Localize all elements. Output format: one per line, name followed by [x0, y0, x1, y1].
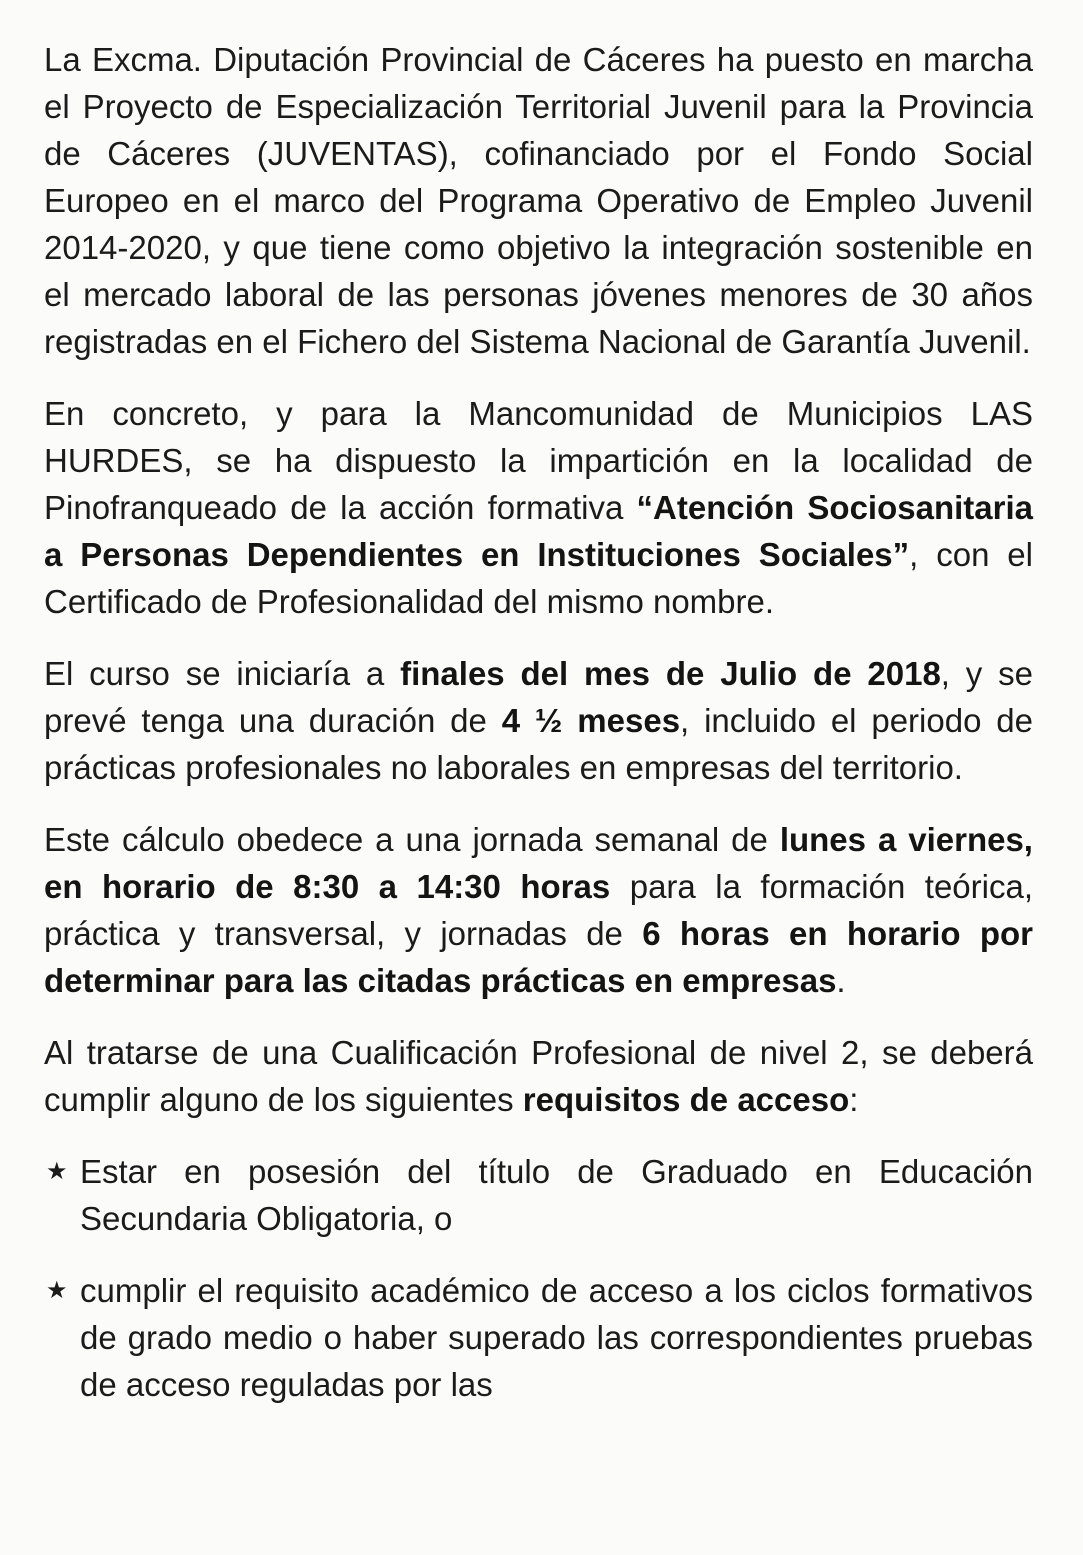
intro-paragraph: La Excma. Diputación Provincial de Cáceres ha puesto en marcha el Proyecto de Especialización Territorial Juvenil para la Provincia de Cáceres (JUVENTAS), cofinanciado por el Fondo Social Europeo en el marco del Programa Operativo de Empleo Juvenil 2014-2020, y que tiene como objetivo la integración sostenible en el mercado laboral de las personas jóvenes menores de 30 años registradas en el Fichero del Sistema Nacional de Garantía Juvenil.: [44, 41, 1033, 360]
hours-paragraph: [44, 816, 1033, 1004]
course-paragraph: [44, 390, 1033, 625]
hours-text-1: Este cálculo obedece a una jornada semanal de: [44, 821, 780, 858]
schedule-text-1: El curso se iniciaría a: [44, 655, 401, 692]
list-item: [44, 1148, 1033, 1242]
list-item: [44, 1267, 1033, 1408]
requirements-intro: [44, 1029, 1033, 1123]
hours-text-3: .: [836, 962, 846, 999]
requirement-text: Estar en posesión del título de Graduado en Educación Secundaria Obligatoria, o: [80, 1153, 1033, 1237]
course-title: “Atención Sociosanitaria a Personas Dependientes en Instituciones Sociales”: [44, 489, 1033, 573]
requirements-text-2: :: [849, 1081, 859, 1118]
schedule-text-2: , y se prevé tenga una duración de: [44, 655, 1033, 739]
star-icon: ★: [46, 1158, 68, 1185]
weekly-hours: lunes a viernes, en horario de 8:30 a 14:30 horas: [44, 821, 1033, 905]
course-text-2: , con el Certificado de Profesionalidad del mismo nombre.: [44, 536, 1033, 620]
requirements-list: [44, 1148, 1033, 1408]
requirements-text-1: Al tratarse de una Cualificación Profesional de nivel 2, se deberá cumplir alguno de los siguientes: [44, 1034, 1033, 1118]
start-date: finales del mes de Julio de 2018: [400, 655, 941, 692]
requirement-text: cumplir el requisito académico de acceso a los ciclos formativos de grado medio o haber superado las correspondientes pruebas de acceso reguladas por las: [80, 1272, 1033, 1403]
schedule-text-3: , incluido el periodo de prácticas profesionales no laborales en empresas del territorio.: [44, 702, 1033, 786]
duration: 4 ½ meses: [501, 702, 681, 739]
course-text-1: En concreto, y para la Mancomunidad de Municipios LAS HURDES, se ha dispuesto la impartición en la localidad de Pinofranqueado de la acción formativa: [44, 395, 1033, 526]
practice-hours: 6 horas en horario por determinar para las citadas prácticas en empresas: [44, 915, 1033, 999]
hours-text-2: para la formación teórica, práctica y transversal, y jornadas de: [44, 868, 1033, 952]
requirements-heading: requisitos de acceso: [522, 1081, 850, 1118]
star-icon: ★: [46, 1277, 68, 1304]
schedule-paragraph: [44, 650, 1033, 791]
